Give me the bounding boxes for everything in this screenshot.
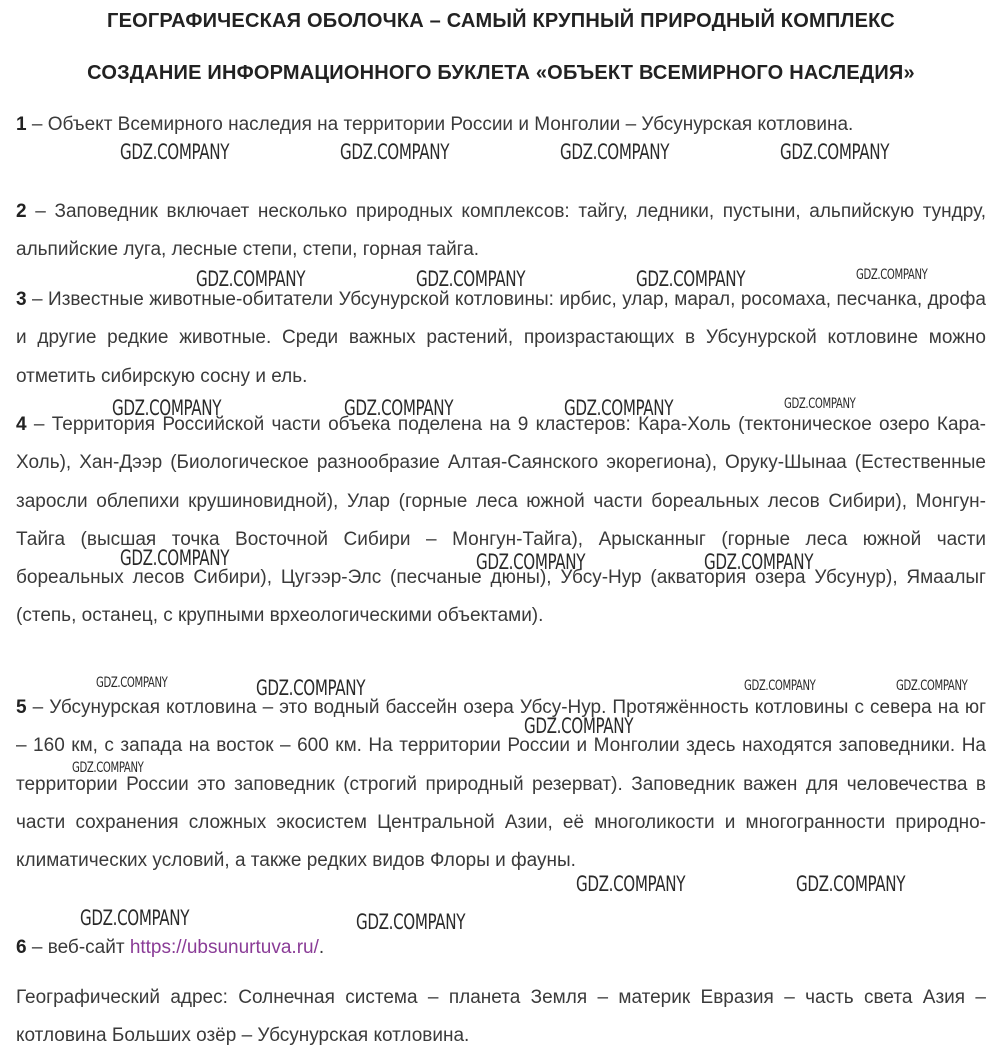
watermark: GDZ.COMPANY — [784, 396, 856, 412]
watermark: GDZ.COMPANY — [356, 910, 466, 934]
geographic-address: Географический адрес: Солнечная система – планета Земля – материк Евразия – часть света Азия – котловина Больших озёр – Убсунурская котловина. — [16, 987, 986, 1047]
item-3 — [16, 281, 986, 396]
watermark: GDZ.COMPANY — [704, 550, 814, 574]
item-3-number: 3 — [16, 289, 27, 310]
item-6-text: – веб-сайт — [26, 937, 130, 958]
watermark: GDZ.COMPANY — [256, 676, 366, 700]
watermark: GDZ.COMPANY — [120, 140, 230, 164]
item-4-number: 4 — [16, 414, 27, 435]
item-1-number: 1 — [16, 114, 27, 135]
item-2-text: – Заповедник включает несколько природных комплексов: тайгу, ледники, пустыни, альпийскую тундру, альпийские луга, лесные степи, степи, горная тайга. — [16, 201, 986, 261]
watermark: GDZ.COMPANY — [856, 267, 928, 283]
item-1 — [16, 106, 986, 144]
watermark: GDZ.COMPANY — [744, 678, 816, 694]
item-4 — [16, 406, 986, 636]
item-5-text: – Убсунурская котловина – это водный бассейн озера Убсу-Нур. Протяжённость котловины с севера на юг – 160 км, с запада на восток – 600 км. На территории России и Монголии здесь находятся заповедники. На территории России это заповедник (строгий природный резерват). Заповедник важен для человечества в части сохранения сложных экосистем Центральной Азии, её многоликости и многогранности природно-климатических условий, а также редких видов Флоры и фауны. — [16, 697, 986, 872]
watermark: GDZ.COMPANY — [896, 678, 968, 694]
item-5-number: 5 — [16, 697, 27, 718]
watermark: GDZ.COMPANY — [576, 872, 686, 896]
watermark: GDZ.COMPANY — [80, 906, 190, 930]
watermark: GDZ.COMPANY — [476, 550, 586, 574]
watermark: GDZ.COMPANY — [120, 546, 230, 570]
item-4-text: – Территория Российской части объека поделена на 9 кластеров: Кара-Холь (тектоническое озеро Кара-Холь), Хан-Дээр (Биологическое разнообразие Алтая-Саянского экорегиона), Оруку-Шынаа (Естественные заросли облепихи крушиновидной), Улар (горные леса южной части бореальных лесов Сибири), Монгун-Тайга (высшая точка Восточной Сибири – Монгун-Тайга), Арысканныг (горные леса южной части бореальных лесов Сибири), Цугээр-Элс (песчаные дюны), Убсу-Нур (акватория озера Убсунур), Ямаалыг (степь, останец, с крупными врхеологическими объектами). — [16, 414, 986, 627]
item-3-text: – Известные животные-обитатели Убсунурской котловины: ирбис, улар, марал, росомаха, песчанка, дрофа и другие редкие животные. Среди важных растений, произрастающих в Убсунурской котловине можно отметить сибирскую сосну и ель. — [16, 289, 986, 387]
item-2 — [16, 193, 986, 270]
watermark: GDZ.COMPANY — [416, 267, 526, 291]
item-6-after: . — [318, 937, 325, 958]
page-subtitle: СОЗДАНИЕ ИНФОРМАЦИОННОГО БУКЛЕТА «ОБЪЕКТ ВСЕМИРНОГО НАСЛЕДИЯ» — [87, 62, 915, 84]
watermark: GDZ.COMPANY — [796, 872, 906, 896]
page-title: ГЕОГРАФИЧЕСКАЯ ОБОЛОЧКА – САМЫЙ КРУПНЫЙ ПРИРОДНЫЙ КОМПЛЕКС — [107, 10, 895, 32]
item-6-number: 6 — [16, 937, 27, 958]
watermark: GDZ.COMPANY — [340, 140, 450, 164]
website-link[interactable]: https://ubsunurtuva.ru/ — [129, 937, 319, 958]
watermark: GDZ.COMPANY — [112, 396, 222, 420]
watermark: GDZ.COMPANY — [560, 140, 670, 164]
watermark: GDZ.COMPANY — [344, 396, 454, 420]
item-2-number: 2 — [16, 201, 27, 222]
item-6 — [16, 929, 986, 967]
item-1-text: – Объект Всемирного наследия на территории России и Монголии – Убсунурская котловина. — [26, 114, 854, 135]
watermark: GDZ.COMPANY — [564, 396, 674, 420]
watermark: GDZ.COMPANY — [196, 267, 306, 291]
watermark: GDZ.COMPANY — [636, 267, 746, 291]
watermark: GDZ.COMPANY — [780, 140, 890, 164]
item-5 — [16, 689, 986, 880]
watermark: GDZ.COMPANY — [524, 714, 634, 738]
watermark: GDZ.COMPANY — [96, 675, 168, 691]
watermark: GDZ.COMPANY — [72, 760, 144, 776]
